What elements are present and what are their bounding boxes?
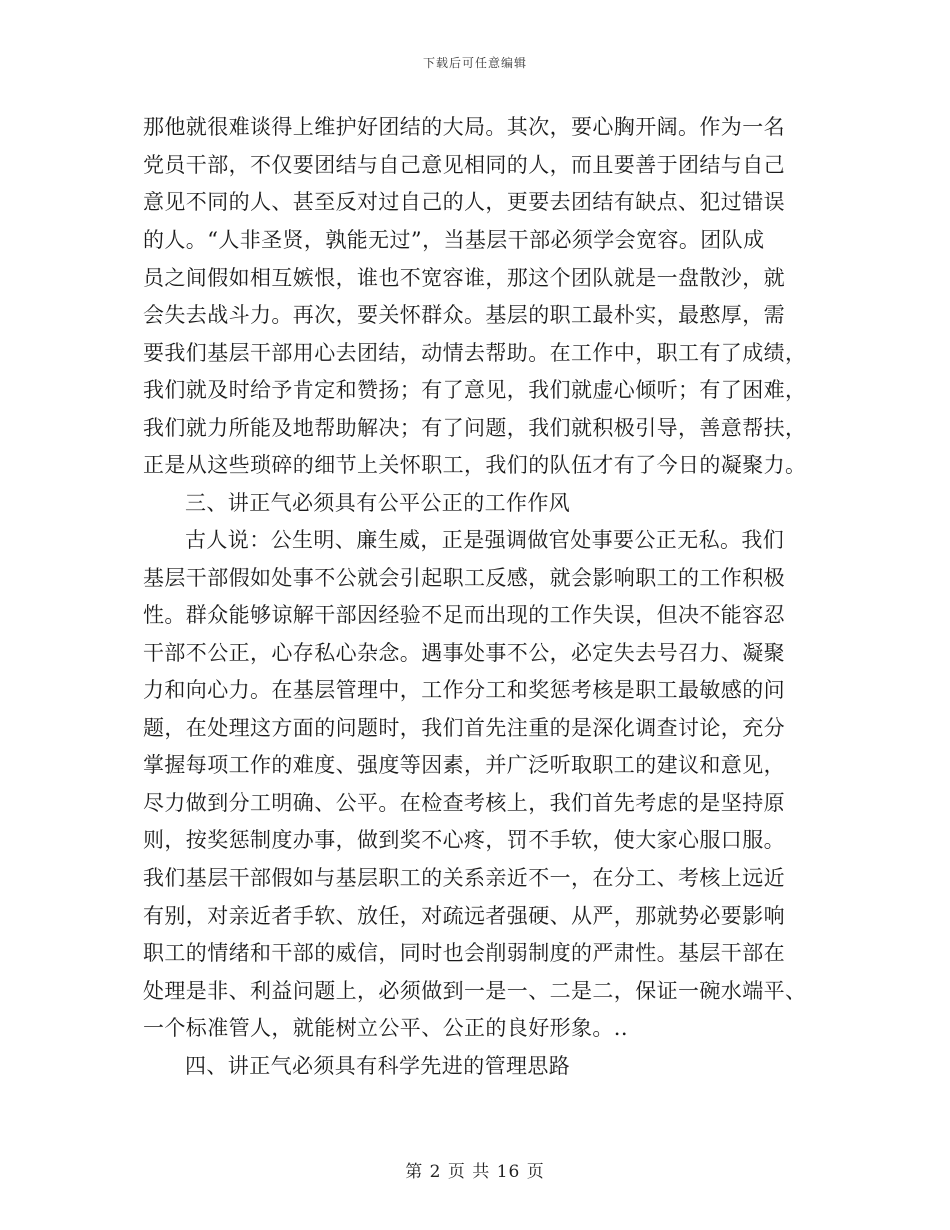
body-line: 有别，对亲近者手软、放任，对疏远者强硬、从严，那就势必要影响 (143, 904, 785, 928)
body-line: 尽力做到分工明确、公平。在检查考核上，我们首先考虑的是坚持原 (143, 791, 785, 815)
body-line: 力和向心力。在基层管理中，工作分工和奖惩考核是职工最敏感的问 (143, 678, 785, 702)
body-line: 要我们基层干部用心去团结，动情去帮助。在工作中，职工有了成绩， (143, 341, 807, 365)
page-header: 下载后可任意编辑 (422, 56, 527, 70)
body-line: 党员干部，不仅要团结与自己意见相同的人，而且要善于团结与自己 (143, 153, 785, 177)
body-line: 古人说：公生明、廉生威，正是强调做官处事要公正无私。我们 (185, 528, 785, 552)
body-line: 干部不公正，心存私心杂念。遇事处事不公，必定失去号召力、凝聚 (143, 641, 785, 665)
body-line: 我们就及时给予肯定和赞扬；有了意见，我们就虚心倾听；有了困难， (143, 378, 807, 402)
body-line: 掌握每项工作的难度、强度等因素，并广泛听取职工的建议和意见， (143, 753, 785, 777)
body-line: 职工的情绪和干部的威信，同时也会削弱制度的严肃性。基层干部在 (143, 941, 785, 965)
body-line: 那他就很难谈得上维护好团结的大局。其次，要心胸开阔。作为一名 (143, 115, 785, 139)
body-line: 员之间假如相互嫉恨，谁也不宽容谁，那这个团队就是一盘散沙，就 (143, 266, 785, 290)
body-line: 基层干部假如处事不公就会引起职工反感，就会影响职工的工作积极 (143, 566, 785, 590)
body-line: 我们就力所能及地帮助解决；有了问题，我们就积极引导，善意帮扶， (143, 416, 807, 440)
body-line: 我们基层干部假如与基层职工的关系亲近不一，在分工、考核上远近 (143, 866, 785, 890)
body-line: 正是从这些琐碎的细节上关怀职工，我们的队伍才有了今日的凝聚力。 (143, 453, 807, 477)
body-line: 题，在处理这方面的问题时，我们首先注重的是深化调查讨论，充分 (143, 716, 785, 740)
page-footer: 第 2 页 共 16 页 (405, 1162, 545, 1182)
body-line: 会失去战斗力。再次，要关怀群众。基层的职工最朴实，最憨厚，需 (143, 303, 785, 327)
body-line: 处理是非、利益问题上，必须做到一是一、二是二，保证一碗水端平、 (143, 979, 807, 1003)
body-line: 意见不同的人、甚至反对过自己的人，更要去团结有缺点、犯过错误 (143, 190, 785, 214)
section-heading: 四、讲正气必须具有科学先进的管理思路 (185, 1054, 571, 1078)
section-heading: 三、讲正气必须具有公平公正的工作作风 (185, 491, 571, 515)
body-line: 则，按奖惩制度办事，做到奖不心疼，罚不手软，使大家心服口服。 (143, 828, 785, 852)
body-line: 的人。“人非圣贤，孰能无过”，当基层干部必须学会宽容。团队成 (143, 228, 765, 252)
body-line: 一个标准管人，就能树立公平、公正的良好形象。.. (143, 1016, 628, 1040)
body-line: 性。群众能够谅解干部因经验不足而出现的工作失误，但决不能容忍 (143, 603, 785, 627)
